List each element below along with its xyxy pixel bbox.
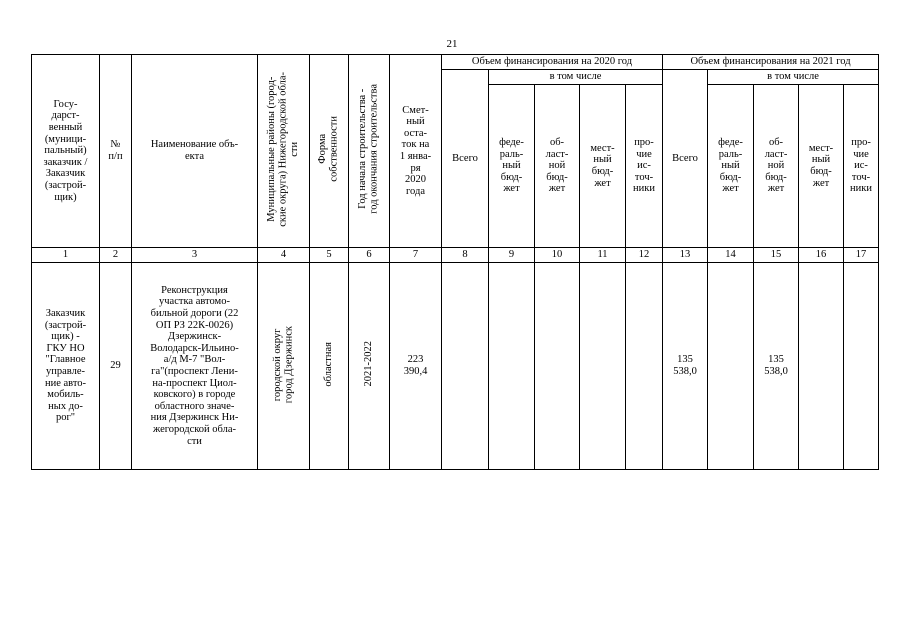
header-2020-federal: феде- раль- ный бюд- жет [489, 85, 535, 248]
column-number: 4 [258, 248, 310, 263]
row-2021-local [799, 263, 844, 470]
row-object-name: Реконструкция участка автомо- бильной дороги (22 ОП РЗ 22К-0026) Дзержинск- Володарск-Ильино- а/д М-7 "Вол- га"(проспект Лени- на-проспект Циол- ковского) в городе областного значе- ния Дзержинск Ни- жегородской обла- сти [132, 263, 258, 470]
header-municipal-district-line: ские округа) Нижегородской обла- [277, 71, 289, 227]
row-customer: Заказчик (застрой- щик) - ГКУ НО "Главное управле- ние авто- мобиль- ных до- рог" [32, 263, 100, 470]
row-2021-regional: 135 538,0 [754, 263, 799, 470]
header-municipal-district-line: сти [289, 141, 301, 157]
column-number: 13 [663, 248, 708, 263]
header-row-1 [32, 55, 879, 70]
header-2020-total: Всего [442, 70, 489, 248]
header-2021-other: про- чие ис- точ- ники [844, 85, 879, 248]
header-municipal-district [258, 55, 310, 248]
row-2020-other [626, 263, 663, 470]
header-customer: Госу- дарст- венный (муници- пальный) заказчик / Заказчик (застрой- щик) [32, 55, 100, 248]
header-municipal-district-line: Муниципальные районы (город- [266, 76, 278, 222]
header-ownership-line: Форма [317, 134, 329, 165]
column-numbers-row [32, 248, 879, 263]
header-construction-years-line: год окончания строительства [369, 84, 380, 215]
row-construction-years-text: 2021-2022 [363, 341, 375, 387]
header-ownership [310, 55, 349, 248]
column-number: 8 [442, 248, 489, 263]
column-number: 16 [799, 248, 844, 263]
row-estimated-remainder: 223 390,4 [390, 263, 442, 470]
header-2020-other: про- чие ис- точ- ники [626, 85, 663, 248]
column-number: 1 [32, 248, 100, 263]
row-ownership-text: областная [323, 341, 335, 387]
row-2020-total [442, 263, 489, 470]
column-number: 6 [349, 248, 390, 263]
row-municipal-district [258, 263, 310, 470]
header-object-name: Наименование объ- екта [132, 55, 258, 248]
header-2021-regional: об- ласт- ной бюд- жет [754, 85, 799, 248]
header-ownership-line: собственности [329, 116, 340, 183]
column-number: 15 [754, 248, 799, 263]
column-number: 11 [580, 248, 626, 263]
header-number: № п/п [100, 55, 132, 248]
column-number: 9 [489, 248, 535, 263]
header-2020-including: в том числе [489, 70, 663, 85]
header-estimated-remainder: Смет- ный оста- ток на 1 янва- ря 2020 года [390, 55, 442, 248]
column-number: 5 [310, 248, 349, 263]
row-2021-total: 135 538,0 [663, 263, 708, 470]
row-municipal-district-line: город Дзержинск [283, 325, 295, 403]
header-2021-federal: феде- раль- ный бюд- жет [708, 85, 754, 248]
row-municipal-district-line: городской округ [271, 327, 283, 401]
column-number: 3 [132, 248, 258, 263]
column-number: 14 [708, 248, 754, 263]
header-2020-local: мест- ный бюд- жет [580, 85, 626, 248]
page-number: 21 [446, 38, 458, 50]
financing-table [31, 54, 879, 470]
header-financing-2020: Объем финансирования на 2020 год [442, 55, 663, 70]
row-construction-years [349, 263, 390, 470]
header-construction-years [349, 55, 390, 248]
row-2020-federal [489, 263, 535, 470]
row-2021-other [844, 263, 879, 470]
column-number: 7 [390, 248, 442, 263]
column-number: 17 [844, 248, 879, 263]
column-number: 12 [626, 248, 663, 263]
row-2020-regional [535, 263, 580, 470]
header-2020-regional: об- ласт- ной бюд- жет [535, 85, 580, 248]
header-2021-total: Всего [663, 70, 708, 248]
row-2020-local [580, 263, 626, 470]
header-2021-local: мест- ный бюд- жет [799, 85, 844, 248]
header-construction-years-line: Год начала строительства - [357, 89, 369, 210]
row-number: 29 [100, 263, 132, 470]
header-2021-including: в том числе [708, 70, 879, 85]
header-financing-2021: Объем финансирования на 2021 год [663, 55, 879, 70]
row-ownership [310, 263, 349, 470]
table-row [32, 263, 879, 470]
row-2021-federal [708, 263, 754, 470]
column-number: 2 [100, 248, 132, 263]
column-number: 10 [535, 248, 580, 263]
